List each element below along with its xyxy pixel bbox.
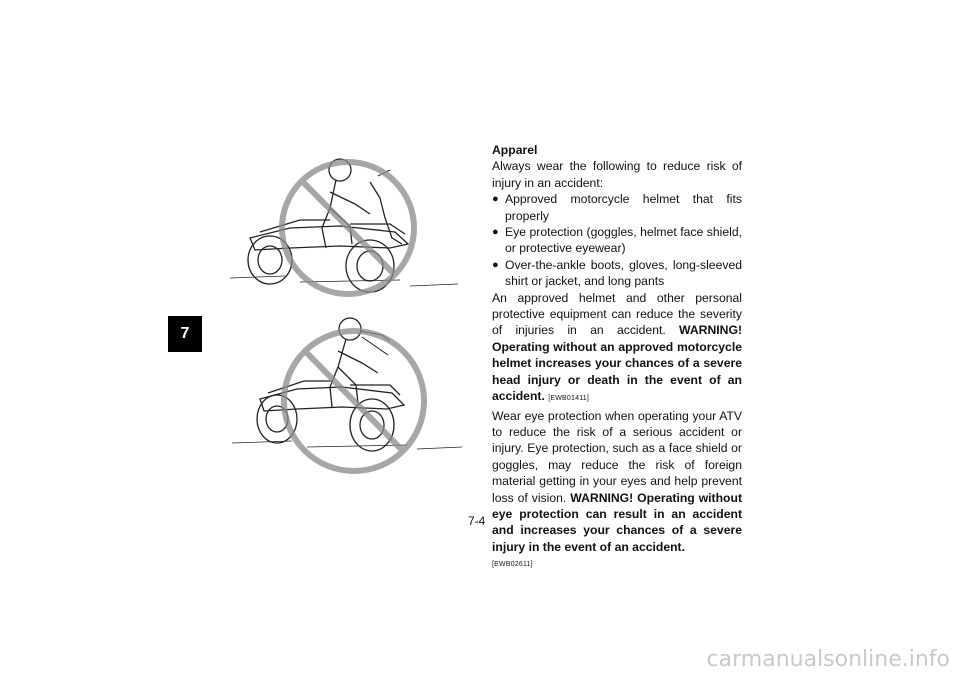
helmet-warning: WARNING! Operating without an approved motorcycle helmet increases your chances of a severe head injury or death in the event of an accident. (492, 323, 743, 404)
helmet-warning-code: [EWB01411] (548, 395, 590, 403)
bullet-icon: ● (492, 193, 499, 206)
page-number: 7-4 (468, 514, 486, 528)
bullet-text: Over-the-ankle boots, gloves, long-sleeved shirt or jacket, and long pants (505, 257, 742, 289)
bullet-icon: ● (492, 258, 499, 271)
intro-text: Always wear the following to reduce risk of injury in an accident: (492, 159, 742, 190)
bullet-item (492, 257, 742, 290)
bullet-icon: ● (492, 226, 499, 239)
watermark: carmanualsonline.info (706, 647, 950, 672)
bullet-text: Eye protection (goggles, helmet face shield, or protective eyewear) (505, 225, 742, 256)
eye-protection-warning-code: [EWB02611] (492, 561, 533, 569)
atv-rider-prohibited-illustration-bottom (232, 315, 464, 485)
eye-protection-warning: WARNING! Operating without eye protection can result in an accident and increases your chances of a severe injury in the event of an accident. (492, 490, 743, 554)
helmet-text: An approved helmet and other personal protective equipment can reduce the severity of injuries in an accident. (492, 290, 742, 338)
bullet-text: Approved motorcycle helmet that fits properly (505, 192, 742, 223)
apparel-section (492, 142, 742, 574)
chapter-tab: 7 (168, 316, 202, 352)
bullet-item (492, 224, 742, 257)
eye-protection-text: Wear eye protection when operating your ATV to reduce the risk of a serious accident or injury. Eye protection, such as a face shield or goggles, may reduce the risk of foreign material getting in your eyes and help prevent loss of vision. (492, 408, 742, 505)
bullet-item (492, 191, 742, 224)
section-heading: Apparel (492, 143, 538, 157)
atv-rider-prohibited-illustration-top (230, 148, 460, 308)
helmet-paragraph (492, 290, 742, 408)
eye-protection-paragraph (492, 408, 742, 556)
